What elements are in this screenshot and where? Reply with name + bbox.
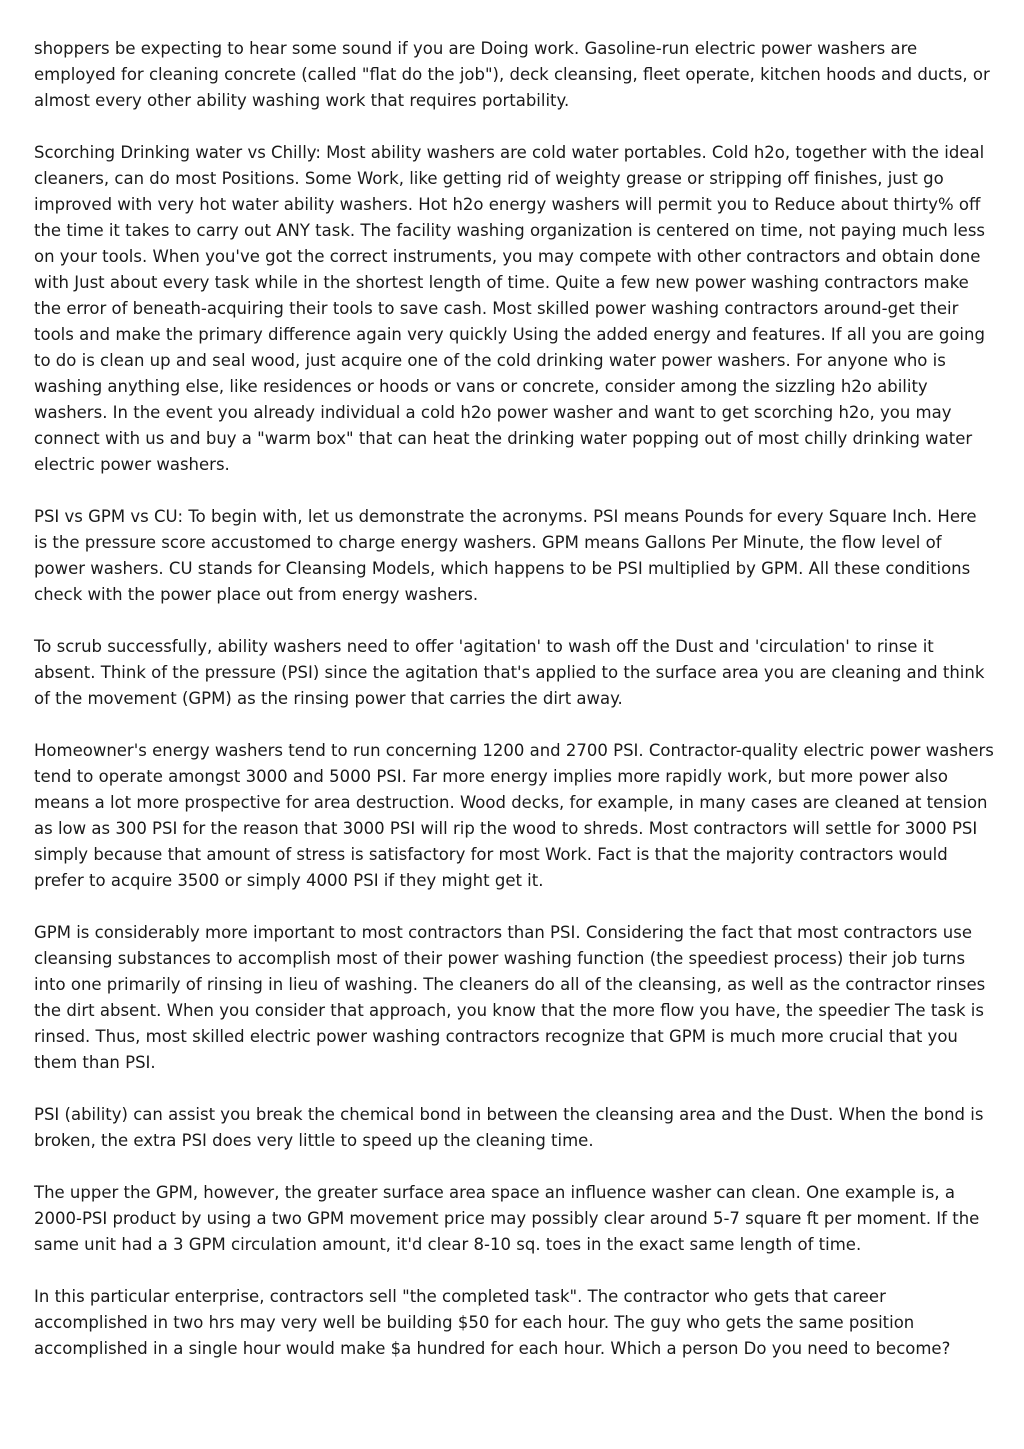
document-body bbox=[34, 36, 994, 1388]
paragraph-surface-area: The upper the GPM, however, the greater surface area space an influence washer can clean. One example is, a 2000-PSI product by using a two GPM movement price may possibly clear around 5-7 square ft per moment. If the same unit had a 3 GPM circulation amount, it'd clear 8-10 sq. toes in the exact same length of time. bbox=[34, 1183, 980, 1254]
paragraph-hot-vs-cold-water: Scorching Drinking water vs Chilly: Most ability washers are cold water portables. Cold h2o, together with the ideal cleaners, can do most Positions. Some Work, like getting rid of weighty grease or stripping off finishes, just go improved with very hot water ability washers. Hot h2o energy washers will permit you to Reduce about thirty% off the time it takes to carry out ANY task. The facility washing organization is centered on time, not paying much less on your tools. When you've got the correct instruments, you may compete with other contractors and obtain done with Just about every task while in the shortest length of time. Quite a few new power washing contractors make the error of beneath-acquiring their tools to save cash. Most skilled power washing contractors around-get their tools and make the primary difference again very quickly Using the added energy and features. If all you are going to do is clean up and seal wood, just acquire one of the cold drinking water power washers. For anyone who is washing anything else, like residences or hoods or vans or concrete, consider among the sizzling h2o ability washers. In the event you already individual a cold h2o power washer and want to get scorching h2o, you may connect with us and buy a "warm box" that can heat the drinking water popping out of most chilly drinking water electric power washers. bbox=[34, 143, 986, 474]
paragraph-completed-task: In this particular enterprise, contractors sell "the completed task". The contractor who gets that career accomplished in two hrs may very well be building $50 for each hour. The guy who gets the same position accomplished in a single hour would make $a hundred for each hour. Which a person Do you need to become? bbox=[34, 1287, 951, 1358]
paragraph-gpm-importance: GPM is considerably more important to most contractors than PSI. Considering the fact that most contractors use cleansing substances to accomplish most of their power washing function (the speediest process) their job turns into one primarily of rinsing in lieu of washing. The cleaners do all of the cleansing, as well as the contractor rinses the dirt absent. When you consider that approach, you know that the more flow you have, the speedier The task is rinsed. Thus, most skilled electric power washing contractors recognize that GPM is much more crucial that you them than PSI. bbox=[34, 923, 986, 1072]
paragraph-agitation-circulation: To scrub successfully, ability washers need to offer 'agitation' to wash off the Dust and 'circulation' to rinse it absent. Think of the pressure (PSI) since the agitation that's applied to the surface area you are cleaning and think of the movement (GPM) as the rinsing power that carries the dirt away. bbox=[34, 637, 985, 708]
paragraph-chemical-bond: PSI (ability) can assist you break the chemical bond in between the cleansing area and the Dust. When the bond is broken, the extra PSI does very little to speed up the cleaning time. bbox=[34, 1105, 984, 1150]
paragraph-psi-gpm-cu: PSI vs GPM vs CU: To begin with, let us demonstrate the acronyms. PSI means Pounds for every Square Inch. Here is the pressure score accustomed to charge energy washers. GPM means Gallons Per Minute, the flow level of power washers. CU stands for Cleansing Models, which happens to be PSI multiplied by GPM. All these conditions check with the power place out from energy washers. bbox=[34, 507, 977, 604]
paragraph-gasoline-washers: shoppers be expecting to hear some sound if you are Doing work. Gasoline-run electric power washers are employed for cleaning concrete (called "flat do the job"), deck cleansing, fleet operate, kitchen hoods and ducts, or almost every other ability washing work that requires portability. bbox=[34, 39, 990, 110]
paragraph-psi-ranges: Homeowner's energy washers tend to run concerning 1200 and 2700 PSI. Contractor-quality electric power washers tend to operate amongst 3000 and 5000 PSI. Far more energy implies more rapidly work, but more power also means a lot more prospective for area destruction. Wood decks, for example, in many cases are cleaned at tension as low as 300 PSI for the reason that 3000 PSI will rip the wood to shreds. Most contractors will settle for 3000 PSI simply because that amount of stress is satisfactory for most Work. Fact is that the majority contractors would prefer to acquire 3500 or simply 4000 PSI if they might get it. bbox=[34, 741, 994, 890]
